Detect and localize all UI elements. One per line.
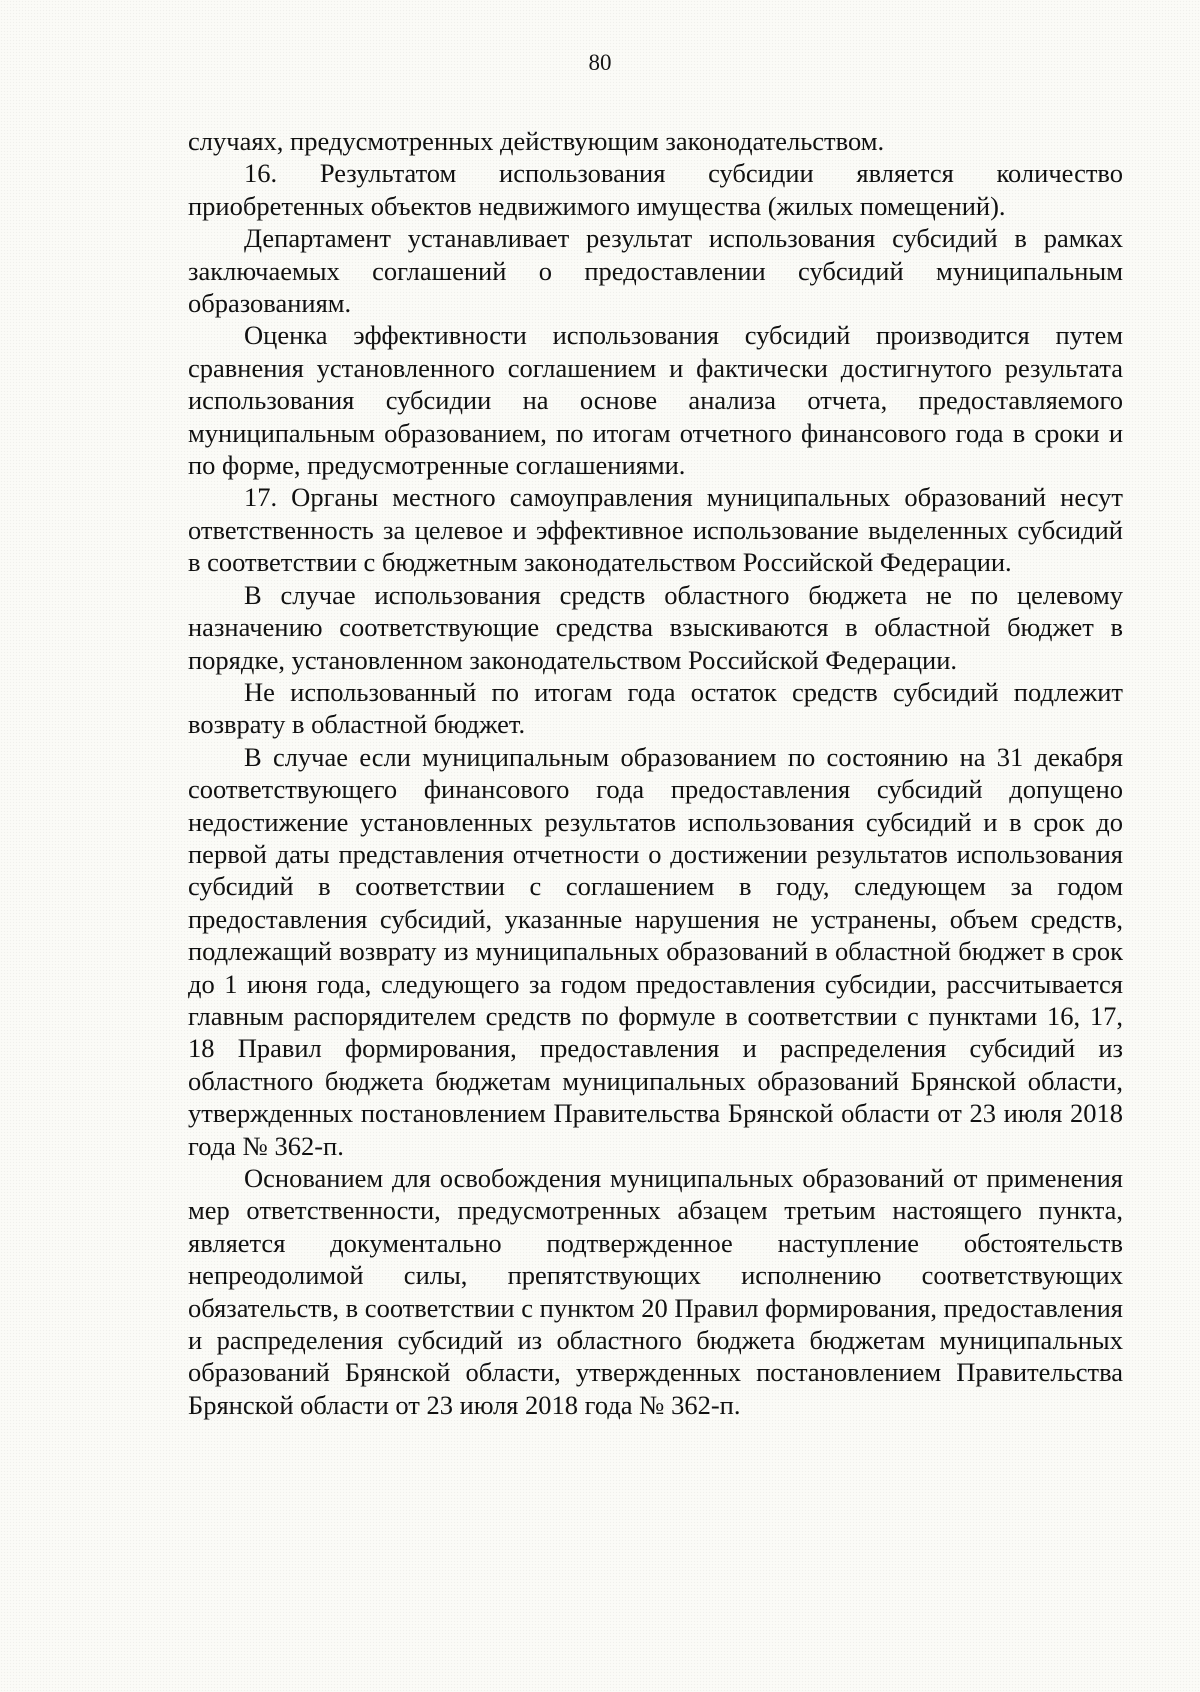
paragraph-non-achievement: В случае если муниципальным образованием по состоянию на 31 декабря соответствующего финансового года предоставления субсидий допущено недостижение установленных результатов использования субсидий и в срок до первой даты представления отчетности о достижении результатов использования субсидий в соответствии с соглашением в году, следующем за годом предоставления субсидий, указанные нарушения не устранены, объем средств, подлежащий возврату из муниципальных образований в областной бюджет в срок до 1 июня года, следующего за годом предоставления субсидии, рассчитывается главным распорядителем средств по формуле в соответствии с пунктами 16, 17, 18 Правил формирования, предоставления и распределения субсидий из областного бюджета бюджетам муниципальных образований Брянской области, утвержденных постановлением Правительства Брянской области от 23 июля 2018 года № 362-п. [188,741,1123,1161]
document-body [188,125,1123,1421]
paragraph-misuse-recovery: В случае использования средств областного бюджета не по целевому назначению соответствующие средства взыскиваются в областной бюджет в порядке, установленном законодательством Российской Федерации. [188,579,1123,675]
paragraph-department-result: Департамент устанавливает результат использования субсидий в рамках заключаемых соглашений о предоставлении субсидий муниципальным образованиям. [188,223,1123,319]
paragraph-item-17: 17. Органы местного самоуправления муниципальных образований несут ответственность за целевое и эффективное использование выделенных субсидий в соответствии с бюджетным законодательством Российской Федерации. [188,482,1123,578]
page-number: 80 [588,50,612,75]
paragraph-force-majeure: Основанием для освобождения муниципальных образований от применения мер ответственности, предусмотренных абзацем третьим настоящего пункта, является документально подтвержденное наступление обстоятельств непреодолимой силы, препятствующих исполнению соответствующих обязательств, в соответствии с пунктом 20 Правил формирования, предоставления и распределения субсидий из областного бюджета бюджетам муниципальных образований Брянской области, утвержденных постановлением Правительства Брянской области от 23 июля 2018 года № 362-п. [188,1163,1123,1420]
paragraph-unused-balance: Не использованный по итогам года остаток средств субсидий подлежит возврату в областной бюджет. [188,676,1123,740]
paragraph-efficiency-assessment: Оценка эффективности использования субсидий производится путем сравнения установленного соглашением и фактически достигнутого результата использования субсидии на основе анализа отчета, предоставляемого муниципальным образованием, по итогам отчетного финансового года в сроки и по форме, предусмотренные соглашениями. [188,320,1123,481]
paragraph-item-16: 16. Результатом использования субсидии является количество приобретенных объектов недвижимого имущества (жилых помещений). [188,158,1123,221]
paragraph-continuation: случаях, предусмотренных действующим законодательством. [188,126,885,156]
